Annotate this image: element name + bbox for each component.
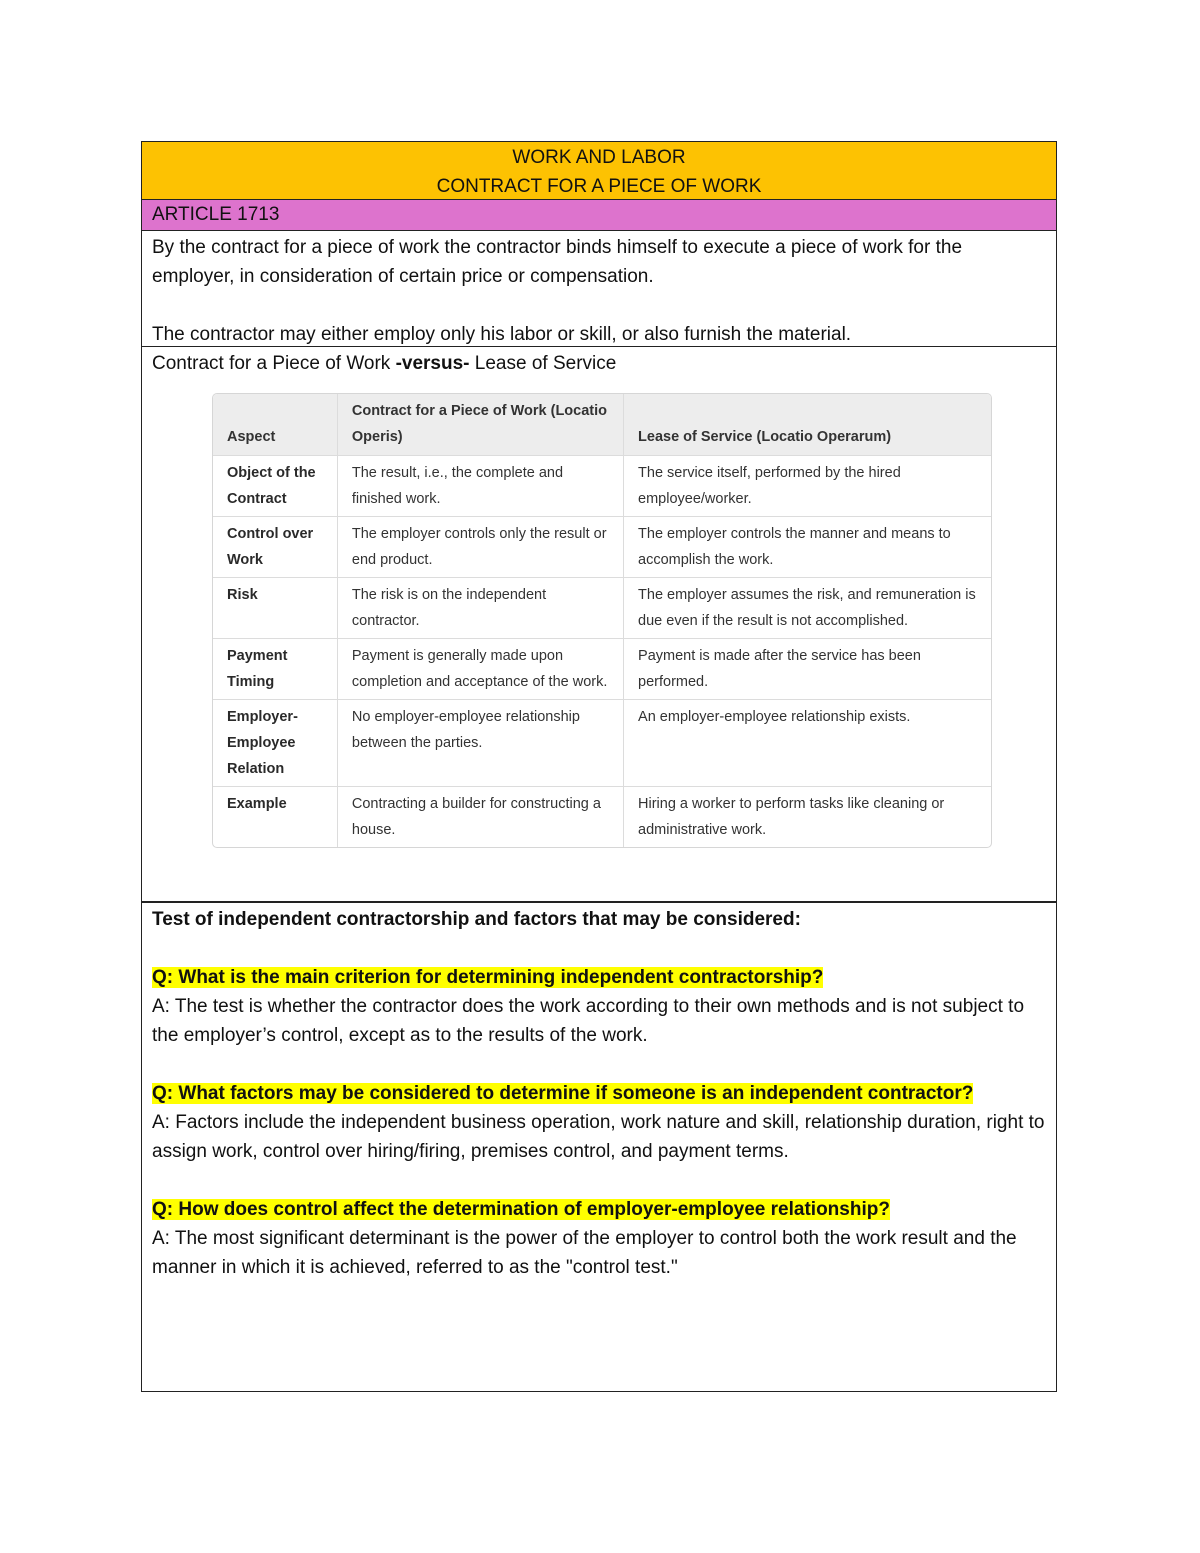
article-paragraph-2: The contractor may either employ only his labor or skill, or also furnish the material. bbox=[152, 324, 852, 345]
row-aspect: Control over Work bbox=[213, 517, 338, 578]
document-frame bbox=[141, 141, 1057, 1392]
title-line-2: CONTRACT FOR A PIECE OF WORK bbox=[436, 176, 762, 197]
column-header-aspect: Aspect bbox=[213, 394, 338, 456]
table-row bbox=[213, 456, 991, 517]
answer-1: A: The test is whether the contractor does the work according to their own methods and is not subject to the employer’s control, except as to the results of the work. bbox=[152, 996, 1025, 1046]
question-2-text: Q: What factors may be considered to determine if someone is an independent contractor? bbox=[152, 1083, 974, 1104]
row-aspect: Employer-Employee Relation bbox=[213, 700, 338, 787]
row-aspect: Risk bbox=[213, 578, 338, 639]
answer-2: A: Factors include the independent business operation, work nature and skill, relationship duration, right to assign work, control over hiring/firing, premises control, and payment terms. bbox=[152, 1112, 1045, 1162]
row-piece-of-work: No employer-employee relationship between the parties. bbox=[338, 700, 624, 787]
question-2 bbox=[152, 1079, 1046, 1108]
row-aspect: Payment Timing bbox=[213, 639, 338, 700]
article-paragraph-1: By the contract for a piece of work the contractor binds himself to execute a piece of work for the employer, in consideration of certain price or compensation. bbox=[152, 237, 963, 287]
table-row bbox=[213, 700, 991, 787]
row-lease-of-service: Hiring a worker to perform tasks like cleaning or administrative work. bbox=[638, 796, 945, 838]
column-header-piece-of-work: Contract for a Piece of Work (Locatio Operis) bbox=[338, 394, 624, 456]
article-body bbox=[142, 231, 1056, 347]
article-label: ARTICLE 1713 bbox=[142, 200, 1056, 231]
row-piece-of-work: The risk is on the independent contractor. bbox=[338, 578, 624, 639]
qa-section bbox=[142, 903, 1056, 1282]
table-row bbox=[213, 517, 991, 578]
row-lease-of-service: Payment is made after the service has been performed. bbox=[624, 639, 991, 700]
row-aspect: Example bbox=[213, 787, 338, 847]
table-row bbox=[213, 639, 991, 700]
column-header-lease-of-service: Lease of Service (Locatio Operarum) bbox=[624, 394, 991, 456]
row-lease-of-service: The employer controls the manner and means to accomplish the work. bbox=[624, 517, 991, 578]
row-lease-of-service: The service itself, performed by the hired employee/worker. bbox=[624, 456, 991, 517]
comparison-heading-right: Lease of Service bbox=[469, 353, 617, 374]
row-lease-of-service: The employer assumes the risk, and remuneration is due even if the result is not accomplished. bbox=[624, 578, 991, 639]
question-1-text: Q: What is the main criterion for determining independent contractorship? bbox=[152, 967, 824, 988]
comparison-table bbox=[212, 393, 992, 848]
row-piece-of-work: The employer controls only the result or end product. bbox=[338, 517, 624, 578]
row-aspect: Object of the Contract bbox=[213, 456, 338, 517]
row-piece-of-work: Payment is generally made upon completion and acceptance of the work. bbox=[338, 639, 624, 700]
row-piece-of-work: The result, i.e., the complete and finished work. bbox=[338, 456, 624, 517]
title-band bbox=[142, 142, 1056, 200]
table-row bbox=[213, 787, 991, 847]
table-row bbox=[213, 578, 991, 639]
question-3 bbox=[152, 1195, 1046, 1224]
title-line-1: WORK AND LABOR bbox=[512, 147, 686, 168]
answer-3: A: The most significant determinant is the power of the employer to control both the work result and the manner in which it is achieved, referred to as the "control test." bbox=[152, 1228, 1017, 1278]
question-3-text: Q: How does control affect the determination of employer-employee relationship? bbox=[152, 1199, 890, 1220]
comparison-heading bbox=[152, 349, 616, 378]
comparison-section bbox=[142, 347, 1056, 903]
row-piece-of-work: Contracting a builder for constructing a house. bbox=[338, 787, 624, 847]
row-lease-of-service: An employer-employee relationship exists. bbox=[624, 700, 991, 787]
comparison-heading-versus: -versus- bbox=[395, 353, 470, 374]
qa-heading: Test of independent contractorship and factors that may be considered: bbox=[152, 909, 801, 930]
question-1 bbox=[152, 963, 1046, 992]
table-header-row bbox=[213, 394, 991, 456]
comparison-heading-left: Contract for a Piece of Work bbox=[152, 353, 396, 374]
